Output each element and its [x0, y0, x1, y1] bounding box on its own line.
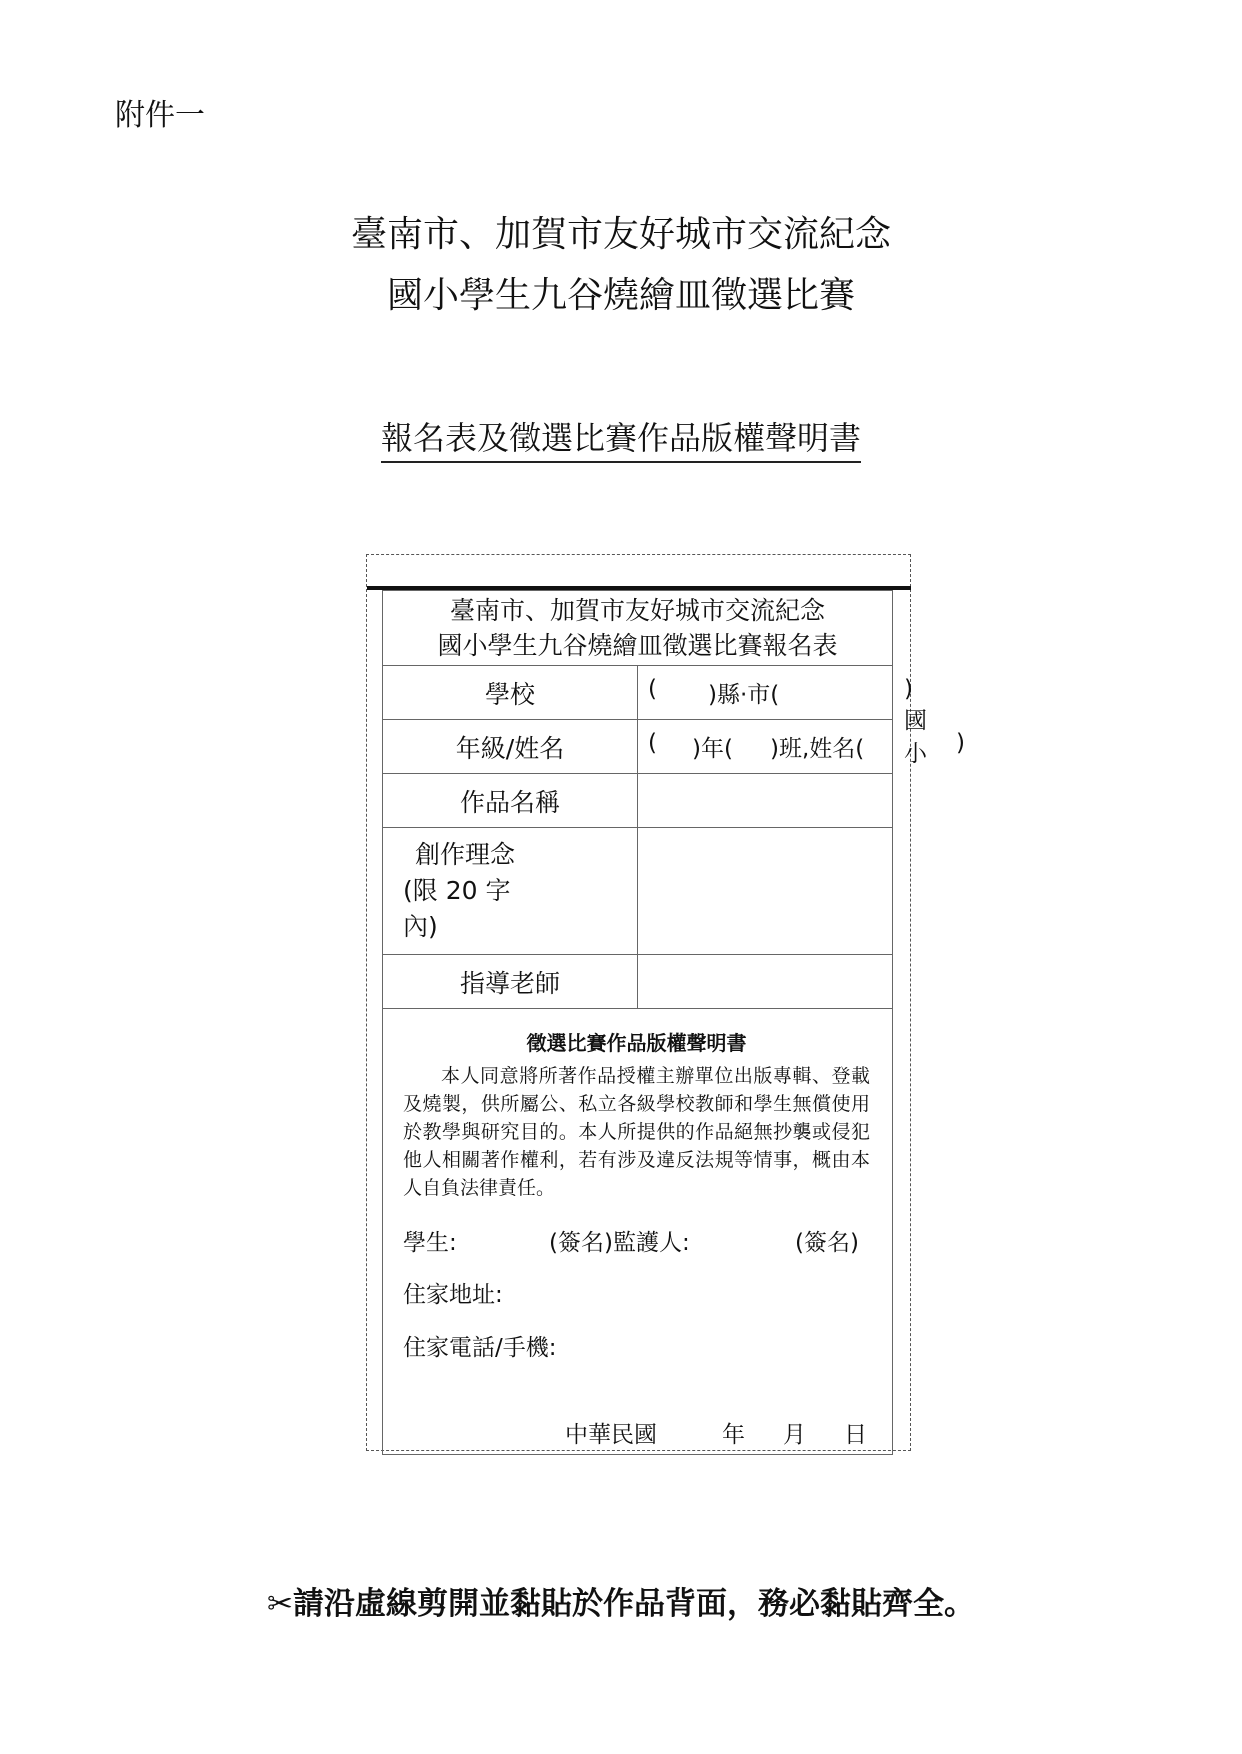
- school-label: 學校: [383, 666, 638, 720]
- idea-label-line-3: 內): [403, 912, 438, 941]
- scissors-icon: ✂: [267, 1586, 293, 1622]
- date-month: 月: [783, 1422, 806, 1448]
- signature-line: [403, 1224, 870, 1256]
- title-line-2: 國小學生九谷燒繪皿徵選比賽: [386, 275, 855, 316]
- registration-form: [382, 590, 965, 1455]
- title-line-1: 臺南市、加賀市友好城市交流紀念: [350, 214, 891, 255]
- idea-label-line-2: (限 20 字: [403, 876, 511, 905]
- work-name-label: 作品名稱: [383, 774, 638, 828]
- teacher-label: 指導老師: [383, 955, 638, 1009]
- grade-class-name: )班,姓名(: [770, 736, 865, 762]
- date-year: 年: [722, 1422, 745, 1448]
- teacher-field[interactable]: [638, 955, 893, 1009]
- cut-instruction-text: 請沿虛線剪開並黏貼於作品背面，務必黏貼齊全。: [292, 1586, 975, 1622]
- form-header-line-1: 臺南市、加賀市友好城市交流紀念: [449, 596, 825, 625]
- cut-instruction: [0, 1578, 1242, 1623]
- grade-year: )年(: [692, 736, 733, 762]
- declaration-body: 本人同意將所著作品授權主辦單位出版專輯、登載及燒製，供所屬公、私立各級學校教師和學生無償使用於教學與研究目的。本人所提供的作品絕無抄襲或侵犯他人相關著作權利，若有涉及違反法規等情事，概由本人自負法律責任。: [403, 1065, 870, 1199]
- grade-paren-open: (: [648, 730, 657, 756]
- phone-label: 住家電話/手機:: [403, 1335, 557, 1361]
- date-era: 中華民國: [565, 1422, 657, 1448]
- grade-name-label: 年級/姓名: [383, 720, 638, 774]
- idea-field[interactable]: [638, 828, 893, 955]
- date-day: 日: [844, 1422, 867, 1448]
- annex-label: 附件一: [115, 98, 205, 133]
- guardian-sign: (簽名): [795, 1230, 859, 1256]
- subtitle-text: 報名表及徵選比賽作品版權聲明書: [381, 419, 861, 463]
- work-name-field[interactable]: [638, 774, 893, 828]
- student-label: 學生:: [403, 1230, 457, 1256]
- school-elementary: )國小: [904, 676, 927, 767]
- address-label: 住家地址:: [403, 1282, 503, 1308]
- student-sign-guardian-label: (簽名)監護人:: [549, 1230, 690, 1256]
- grade-paren-close: ): [956, 730, 965, 756]
- copyright-declaration: [383, 1009, 893, 1455]
- form-header-line-2: 國小學生九谷燒繪皿徵選比賽報名表: [437, 631, 838, 660]
- idea-label: [383, 828, 638, 955]
- subtitle: [0, 413, 1242, 459]
- school-county: )縣·市(: [708, 682, 780, 708]
- school-paren-open: (: [648, 676, 657, 702]
- form-header: [383, 591, 893, 666]
- declaration-title: 徵選比賽作品版權聲明書: [526, 1031, 747, 1055]
- date-line: [383, 1416, 892, 1446]
- idea-label-line-1: 創作理念: [415, 840, 516, 869]
